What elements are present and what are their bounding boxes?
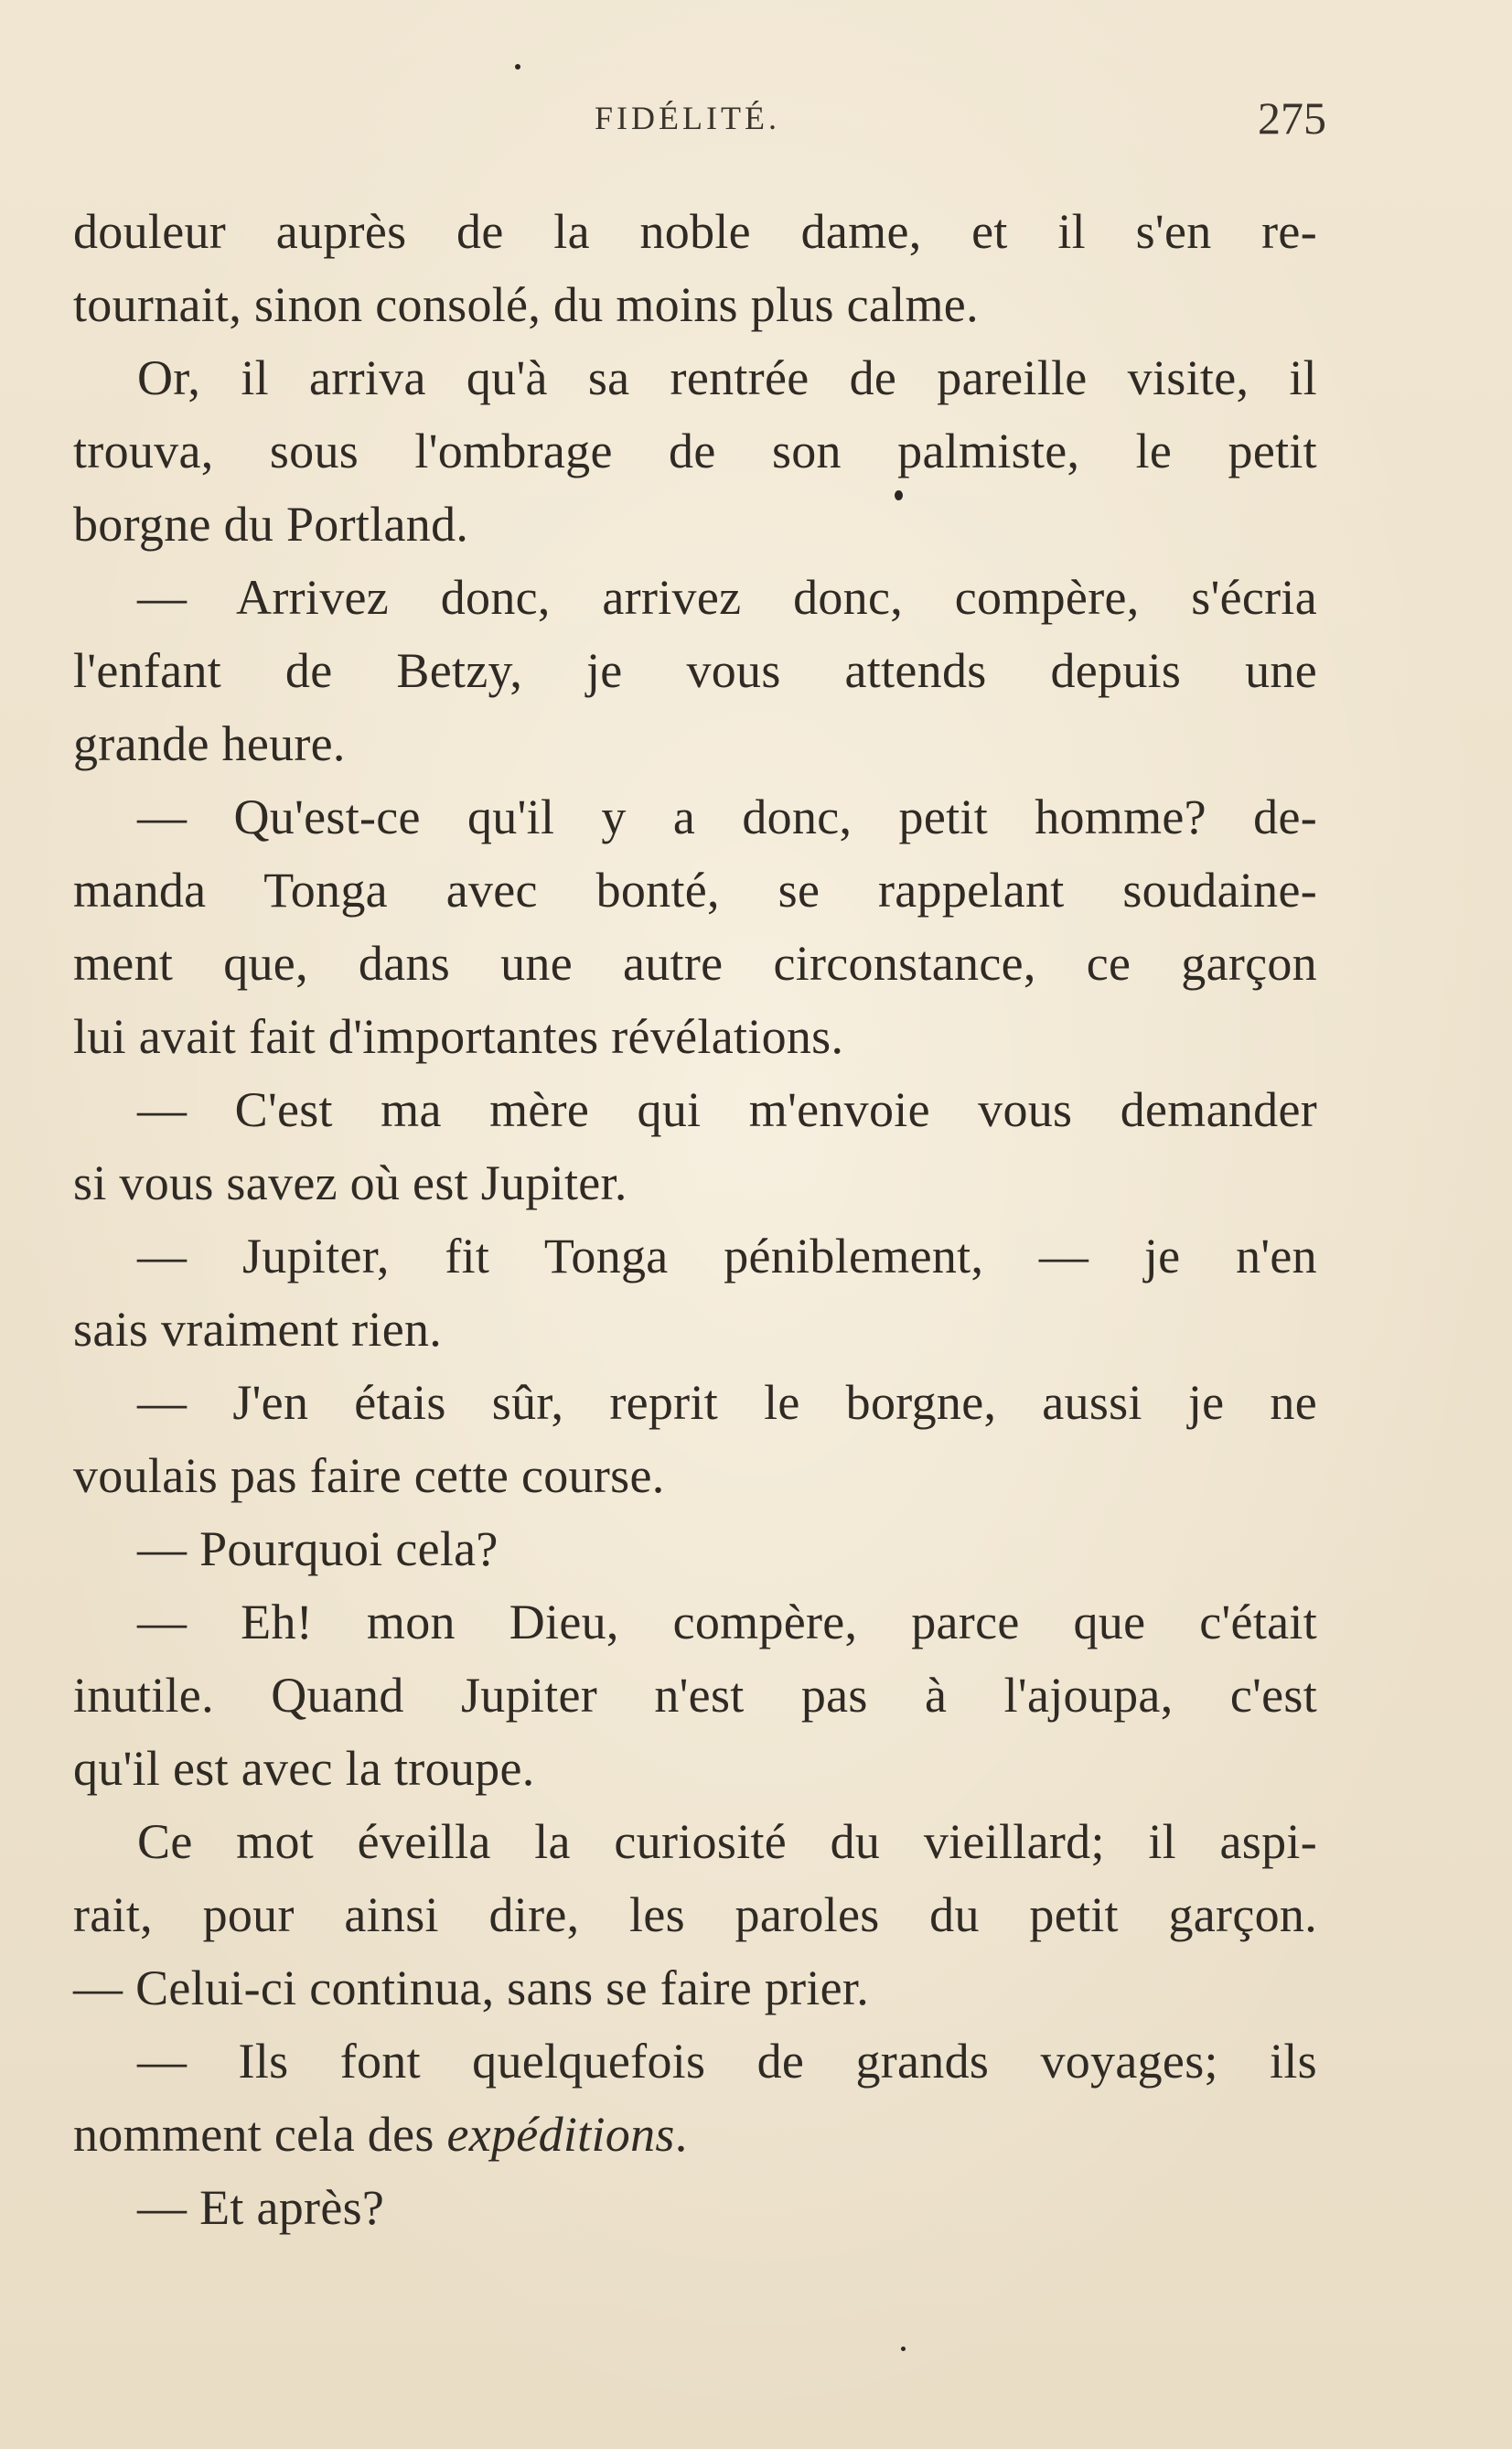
- text-line: [73, 2025, 1317, 2098]
- text-line: [73, 1585, 1317, 1659]
- text-line: [73, 1000, 1317, 1073]
- text-line-content: rait, pour ainsi dire, les paroles du petit garçon.: [73, 1887, 1317, 1942]
- text-line: [73, 1439, 1317, 1512]
- text-line-content: ment que, dans une autre circonstance, ce garçon: [73, 936, 1317, 991]
- text-line-content: — Pourquoi cela?: [137, 1521, 499, 1576]
- text-line-content: — C'est ma mère qui m'envoie vous demander: [137, 1082, 1317, 1137]
- text-line-content: trouva, sous l'ombrage de son palmiste, le petit: [73, 424, 1317, 478]
- text-line-content: — Et après?: [137, 2180, 385, 2235]
- text-line-content: si vous savez où est Jupiter.: [73, 1155, 627, 1210]
- text-line-content: — Jupiter, fit Tonga péniblement, — je n'en: [137, 1229, 1317, 1284]
- text-line-content: grande heure.: [73, 716, 346, 771]
- text-line-content: sais vraiment rien.: [73, 1302, 443, 1357]
- text-line: [73, 1293, 1317, 1366]
- text-line: [73, 1732, 1317, 1805]
- text-line: [73, 1512, 1317, 1585]
- text-line: [73, 780, 1317, 854]
- text-line-content: qu'il est avec la troupe.: [73, 1741, 535, 1796]
- text-line-content: lui avait fait d'importantes révélations.: [73, 1009, 844, 1064]
- text-line-content: — Ils font quelquefois de grands voyages; ils: [137, 2034, 1317, 2089]
- text-line: [73, 634, 1317, 707]
- text-line: [73, 707, 1317, 780]
- running-title: FIDÉLITÉ.: [595, 100, 780, 136]
- ink-speck: [515, 64, 520, 70]
- text-line: [73, 1146, 1317, 1219]
- text-line: [73, 1951, 1317, 2025]
- page-number: 275: [1258, 92, 1326, 144]
- text-line: [73, 268, 1317, 341]
- text-line: [73, 1659, 1317, 1732]
- text-line-content: Or, il arriva qu'à sa rentrée de pareille visite, il: [137, 350, 1317, 405]
- text-line: [73, 488, 1317, 561]
- text-line-content: borgne du Portland.: [73, 497, 469, 552]
- text-line: [73, 927, 1317, 1000]
- text-line: [73, 414, 1317, 488]
- text-line-content: voulais pas faire cette course.: [73, 1448, 665, 1503]
- text-line: [73, 561, 1317, 634]
- text-line-content: l'enfant de Betzy, je vous attends depuis une: [73, 643, 1317, 698]
- text-line: [73, 1219, 1317, 1293]
- ink-speck: [901, 2347, 906, 2351]
- text-line: [73, 1805, 1317, 1878]
- text-line-content: — Arrivez donc, arrivez donc, compère, s'écria: [137, 570, 1317, 625]
- body-text: [73, 195, 1317, 2244]
- text-line-content: Ce mot éveilla la curiosité du vieillard; il aspi-: [137, 1814, 1317, 1869]
- text-line: [73, 2098, 1317, 2171]
- text-line: [73, 1878, 1317, 1951]
- text-line-content: nomment cela des: [73, 2107, 447, 2162]
- text-line-content: douleur auprès de la noble dame, et il s'en re-: [73, 204, 1317, 259]
- text-line: [73, 1366, 1317, 1439]
- text-line-content: — Eh! mon Dieu, compère, parce que c'était: [137, 1595, 1317, 1649]
- ink-speck: [895, 490, 903, 500]
- text-line-content: — J'en étais sûr, reprit le borgne, aussi je ne: [137, 1375, 1317, 1430]
- text-line-content: manda Tonga avec bonté, se rappelant soudaine-: [73, 863, 1317, 918]
- text-line: [73, 854, 1317, 927]
- text-line-suffix: .: [674, 2107, 688, 2162]
- text-line: [73, 195, 1317, 268]
- text-line-content: tournait, sinon consolé, du moins plus calme.: [73, 277, 979, 332]
- italic-word: expéditions: [446, 2107, 675, 2162]
- text-line-content: inutile. Quand Jupiter n'est pas à l'ajoupa, c'est: [73, 1668, 1317, 1723]
- text-line-content: — Celui-ci continua, sans se faire prier.: [73, 1960, 870, 2015]
- text-line-content: — Qu'est-ce qu'il y a donc, petit homme? de-: [137, 789, 1317, 844]
- text-line: [73, 341, 1317, 414]
- page-header: [73, 92, 1326, 154]
- text-line: [73, 1073, 1317, 1146]
- text-line: [73, 2171, 1317, 2244]
